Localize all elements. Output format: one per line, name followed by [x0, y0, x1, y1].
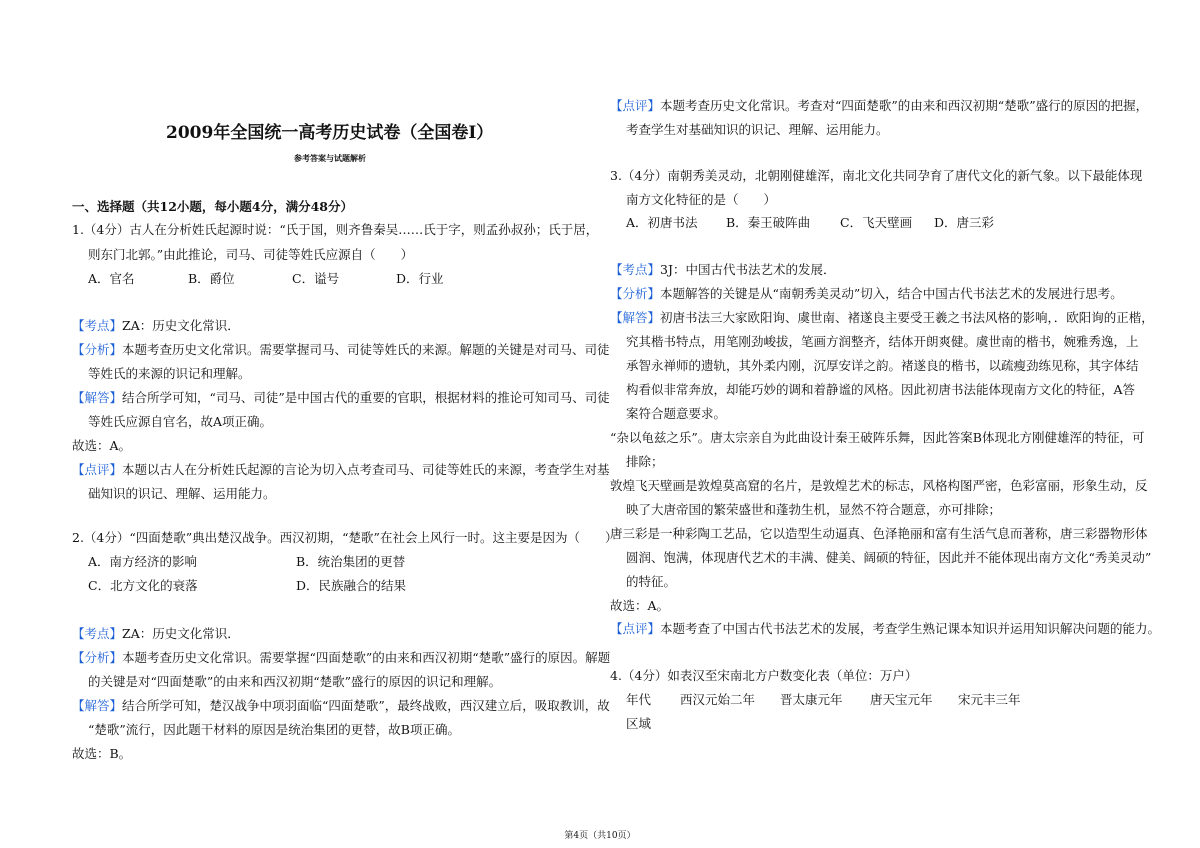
page-title: 2009年全国统一高考历史试卷（全国卷Ⅰ）: [166, 123, 494, 143]
q2-answer: 故选：B。: [72, 746, 132, 761]
page-footer: 第4页（共10页）: [564, 831, 636, 841]
kaodian-tag: 【考点】: [72, 318, 123, 333]
q2-dianping-line2: 考查学生对基础知识的识记、理解、运用能力。: [626, 122, 889, 137]
q3-para3-line1: 唐三彩是一种彩陶工艺品，它以造型生动逼真、色泽艳丽和富有生活气息而著称，唐三彩器物形体: [610, 526, 1148, 541]
kaodian-tag: 【考点】: [72, 626, 123, 641]
fenxi-tag: 【分析】: [72, 342, 123, 357]
q3-jieda-line1: 初唐书法三大家欧阳询、虞世南、褚遂良主要受王羲之书法风格的影响，．欧阳询的正楷，: [660, 310, 1154, 325]
fenxi-tag: 【分析】: [72, 650, 123, 665]
q3-para3-line3: 的特征。: [626, 574, 677, 589]
q2-kaodian-text: ZA：历史文化常识．: [122, 626, 240, 641]
q3-stem-line2: 南方文化特征的是（ ）: [626, 192, 777, 207]
q4-table-header-year: 年代: [626, 692, 652, 707]
jieda-tag: 【解答】: [610, 310, 661, 325]
q3-jieda-line4: 构看似非常奔放，却能巧妙的调和着静谧的风格。因此初唐书法能体现南方文化的特征，A答: [626, 382, 1136, 397]
q3-kaodian: [610, 260, 835, 278]
q2-dianping: [610, 96, 1148, 114]
q2-jieda: [72, 696, 610, 714]
q3-jieda-line2: 究其楷书特点，用笔刚劲峻拔，笔画方润整齐，结体开朗爽健。虞世南的楷书，婉雅秀逸，上: [626, 334, 1139, 349]
q3-fenxi: [610, 284, 1123, 302]
q1-dianping: [72, 460, 610, 478]
q2-kaodian: [72, 624, 240, 642]
q1-kaodian-text: ZA：历史文化常识．: [122, 318, 240, 333]
q3-stem-line1: 3.（4分）南朝秀美灵动，北朝刚健雄浑，南北文化共同孕育了唐代文化的新气象。以下最能体现: [610, 168, 1143, 183]
q1-option-a: A．官名: [88, 271, 135, 286]
q2-fenxi: [72, 648, 610, 666]
q4-table-row-label: 区域: [626, 716, 652, 731]
q4-stem-line1: 4.（4分）如表汉至宋南北方户数变化表（单位：万户）: [610, 668, 918, 683]
q4-table-header-col3: 唐天宝元年: [870, 692, 933, 707]
q3-jieda-line3: 承智永禅师的遗轨，其外柔内刚，沉厚安详之韵。褚遂良的楷书，以疏瘦劲练见称，其字体结: [626, 358, 1139, 373]
q1-fenxi-line1: 本题考查历史文化常识。需要掌握司马、司徒等姓氏的来源。解题的关键是对司马、司徒: [122, 342, 610, 357]
q2-jieda-line2: “楚歌”流行，因此题干材料的原因是统治集团的更替，故B项正确。: [88, 722, 460, 737]
fenxi-tag: 【分析】: [610, 286, 661, 301]
q3-answer: 故选：A。: [610, 598, 670, 613]
q3-para2-line2: 映了大唐帝国的繁荣盛世和蓬勃生机，显然不符合题意，亦可排除；: [626, 502, 1002, 517]
q3-kaodian-text: 3J：中国古代书法艺术的发展．: [660, 262, 836, 277]
q3-option-c: C．飞天壁画: [840, 215, 913, 230]
dianping-tag: 【点评】: [72, 462, 123, 477]
q3-dianping-text: 本题考查了中国古代书法艺术的发展，考查学生熟记课本知识并运用知识解决问题的能力。: [660, 621, 1161, 636]
q4-table-header-col4: 宋元丰三年: [958, 692, 1021, 707]
q3-option-a: A．初唐书法: [626, 215, 698, 230]
q1-jieda-line1: 结合所学可知，“司马、司徒”是中国古代的重要的官职，根据材料的推论可知司马、司徒: [122, 390, 610, 405]
q2-option-a: A．南方经济的影响: [88, 554, 198, 569]
q3-option-b: B．秦王破阵曲: [726, 215, 811, 230]
q2-option-c: C．北方文化的衰落: [88, 578, 198, 593]
jieda-tag: 【解答】: [72, 698, 123, 713]
q3-para1-line2: 排除；: [626, 454, 664, 469]
q2-fenxi-line2: 的关键是对“四面楚歌”的由来和西汉初期“楚歌”盛行的原因的识记和理解。: [88, 674, 502, 689]
q3-option-d: D．唐三彩: [934, 215, 995, 230]
q2-fenxi-line1: 本题考查历史文化常识。需要掌握“四面楚歌”的由来和西汉初期“楚歌”盛行的原因。解题: [122, 650, 611, 665]
q3-para2-line1: 敦煌飞天壁画是敦煌莫高窟的名片，是敦煌艺术的标志，风格构图严密，色彩富丽，形象生动，反: [610, 478, 1148, 493]
q1-jieda: [72, 388, 610, 406]
q3-para3-line2: 圆润、饱满，体现唐代艺术的丰满、健美、阔硕的特征，因此并不能体现出南方文化“秀美灵动”: [626, 550, 1152, 565]
q4-table-header-col2: 晋太康元年: [780, 692, 843, 707]
dianping-tag: 【点评】: [610, 621, 661, 636]
section-heading: 一、选择题（共12小题，每小题4分，满分48分）: [72, 199, 353, 214]
q1-dianping-line2: 础知识的识记、理解、运用能力。: [88, 486, 276, 501]
kaodian-tag: 【考点】: [610, 262, 661, 277]
q1-dianping-line1: 本题以古人在分析姓氏起源的言论为切入点考查司马、司徒等姓氏的来源，考查学生对基: [122, 462, 610, 477]
q3-jieda: [610, 308, 1154, 326]
dianping-tag: 【点评】: [610, 98, 661, 113]
q1-stem-line2: 则东门北郭。”由此推论，司马、司徒等姓氏应源自（ ）: [88, 247, 414, 262]
q1-option-c: C．谥号: [292, 271, 340, 286]
q2-option-b: B．统治集团的更替: [296, 554, 406, 569]
q2-jieda-line1: 结合所学可知，楚汉战争中项羽面临“四面楚歌”，最终战败，西汉建立后，吸取教训，故: [122, 698, 610, 713]
q1-fenxi: [72, 340, 610, 358]
page-subtitle: 参考答案与试题解析: [294, 153, 366, 163]
q1-answer: 故选：A。: [72, 438, 132, 453]
q1-fenxi-line2: 等姓氏的来源的识记和理解。: [88, 366, 251, 381]
q1-jieda-line2: 等姓氏应源自官名，故A项正确。: [88, 414, 273, 429]
q3-para1-line1: “杂以龟兹之乐”。唐太宗亲自为此曲设计秦王破阵乐舞，因此答案B体现北方刚健雄浑的特征，可: [610, 430, 1145, 445]
q1-stem-line1: 1.（4分）古人在分析姓氏起源时说：“氏于国，则齐鲁秦吴……氏于字，则孟孙叔孙；氏于居，: [72, 222, 599, 237]
q2-option-d: D．民族融合的结果: [296, 578, 407, 593]
jieda-tag: 【解答】: [72, 390, 123, 405]
q3-fenxi-text: 本题解答的关键是从“南朝秀美灵动”切入，结合中国古代书法艺术的发展进行思考。: [660, 286, 1123, 301]
q1-kaodian: [72, 316, 240, 334]
q3-jieda-line5: 案符合题意要求。: [626, 406, 727, 421]
q2-dianping-line1: 本题考查历史文化常识。考查对“四面楚歌”的由来和西汉初期“楚歌”盛行的原因的把握，: [660, 98, 1149, 113]
q3-dianping: [610, 619, 1160, 637]
q1-option-d: D．行业: [396, 271, 444, 286]
q4-table-header-col1: 西汉元始二年: [680, 692, 756, 707]
q2-stem-line1: 2.（4分）“四面楚歌”典出楚汉战争。西汉初期，“楚歌”在社会上风行一时。这主要是因为（ ）: [72, 530, 618, 545]
q1-option-b: B．爵位: [188, 271, 235, 286]
